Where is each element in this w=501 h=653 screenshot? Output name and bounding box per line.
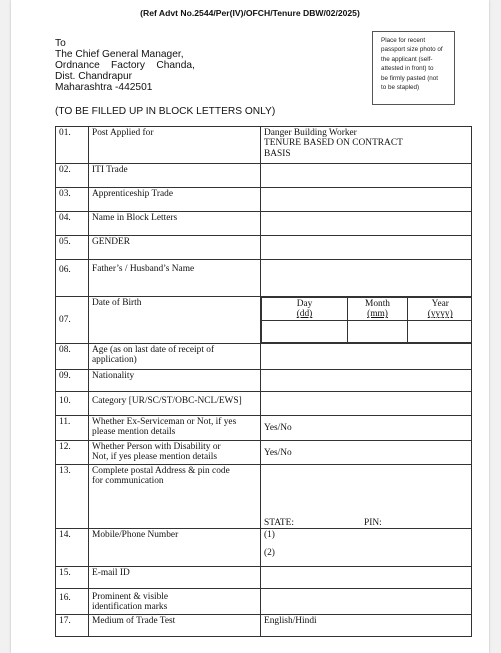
age-input[interactable]: [261, 344, 472, 370]
field-label: [89, 344, 261, 370]
dob-day-label: Day: [296, 299, 313, 309]
photo-instruction-line: passport size photo of: [381, 46, 443, 54]
label-line: Whether Person with Disability or: [92, 442, 221, 452]
label-line: Prominent & visible: [92, 592, 169, 602]
form-row-iti-trade: [56, 164, 472, 188]
form-row-post: [56, 127, 472, 164]
row-number: 13.: [56, 465, 89, 529]
photo-instruction-line: to be stapled): [381, 84, 420, 92]
label-line: Age (as on last date of receipt of: [92, 345, 215, 355]
post-value-line: Danger Building Worker: [264, 128, 357, 138]
state-pin-area: [264, 466, 468, 528]
row-number: 15.: [56, 567, 89, 589]
row-number: 07.: [56, 297, 89, 344]
photo-instruction-line: be firmly pasted (not: [381, 74, 439, 82]
identification-marks-input[interactable]: [261, 589, 472, 615]
row-number: 17.: [56, 615, 89, 637]
dob-month-format: (mm): [367, 309, 388, 320]
label-line: Complete postal Address & pin code: [92, 466, 230, 476]
field-label: [89, 589, 261, 615]
application-form-table: [55, 126, 472, 637]
field-label: E-mail ID: [89, 567, 261, 589]
recipient-address: [55, 38, 195, 93]
ex-serviceman-value[interactable]: Yes/No: [261, 416, 472, 441]
row-number: 08.: [56, 344, 89, 370]
form-row-dob: [56, 297, 472, 344]
dob-entry-row: [262, 321, 472, 343]
disability-value[interactable]: Yes/No: [261, 441, 472, 465]
field-label: [89, 416, 261, 441]
father-husband-name-input[interactable]: [261, 260, 472, 297]
label-line: identification marks: [92, 602, 168, 613]
dob-day-header: [262, 298, 348, 321]
dob-year-input[interactable]: [408, 321, 472, 343]
row-number: 16.: [56, 589, 89, 615]
field-label: Date of Birth: [89, 297, 261, 344]
dob-header-row: [262, 298, 472, 321]
pin-label: PIN:: [364, 517, 382, 528]
row-number: 14.: [56, 529, 89, 567]
row-number: 06.: [56, 260, 89, 297]
form-row-identification: [56, 589, 472, 615]
dob-month-header: [348, 298, 408, 321]
row-number: 04.: [56, 212, 89, 236]
form-row-father-husband: [56, 260, 472, 297]
field-label: Medium of Trade Test: [89, 615, 261, 637]
category-input[interactable]: [261, 392, 472, 416]
application-form-page: [11, 0, 489, 653]
mobile-input[interactable]: [261, 529, 472, 567]
dob-table: [261, 297, 472, 343]
nationality-input[interactable]: [261, 370, 472, 392]
form-row-age: [56, 344, 472, 370]
row-number: 03.: [56, 188, 89, 212]
row-number: 01.: [56, 127, 89, 164]
postal-address-input[interactable]: [261, 465, 472, 529]
dob-day-input[interactable]: [262, 321, 348, 343]
label-line: Whether Ex-Serviceman or Not, if yes: [92, 417, 237, 427]
advertisement-reference: (Ref Advt No.2544/Per(IV)/OFCH/Tenure DBW/02/2025): [140, 8, 360, 18]
form-row-ex-serviceman: [56, 416, 472, 441]
field-label: Category [UR/SC/ST/OBC-NCL/EWS]: [89, 392, 261, 416]
field-label: [89, 441, 261, 465]
dob-month-input[interactable]: [348, 321, 408, 343]
form-row-mobile: [56, 529, 472, 567]
trade-test-medium-value[interactable]: English/Hindi: [261, 615, 472, 637]
form-row-gender: [56, 236, 472, 260]
post-applied-value: [261, 127, 472, 164]
field-label: Nationality: [89, 370, 261, 392]
email-input[interactable]: [261, 567, 472, 589]
form-row-trade-test-medium: [56, 615, 472, 637]
form-row-category: [56, 392, 472, 416]
field-label: GENDER: [89, 236, 261, 260]
label-line: for communication: [92, 476, 164, 487]
row-number: 11.: [56, 416, 89, 441]
label-line: please mention details: [92, 427, 176, 438]
field-label: Apprenticeship Trade: [89, 188, 261, 212]
dob-year-label: Year: [431, 299, 449, 309]
iti-trade-input[interactable]: [261, 164, 472, 188]
photo-instruction-line: Place for recent: [381, 37, 426, 44]
dob-year-header: [408, 298, 472, 321]
address-line: To: [55, 38, 66, 49]
dob-grid: [261, 297, 472, 344]
field-label: [89, 465, 261, 529]
name-input[interactable]: [261, 212, 472, 236]
phone-2-label: (2): [264, 548, 275, 559]
field-label: Post Applied for: [89, 127, 261, 164]
address-line: The Chief General Manager,: [55, 49, 184, 60]
row-number: 10.: [56, 392, 89, 416]
row-number: 12.: [56, 441, 89, 465]
gender-input[interactable]: [261, 236, 472, 260]
field-label: Mobile/Phone Number: [89, 529, 261, 567]
photo-instruction-line: attested in front) to: [381, 65, 434, 73]
address-line: Dist. Chandrapur: [55, 71, 133, 82]
form-row-address: [56, 465, 472, 529]
photo-instruction-line: the applicant (self-: [381, 55, 433, 63]
post-value-line: TENURE BASED ON CONTRACT: [264, 138, 403, 149]
apprenticeship-trade-input[interactable]: [261, 188, 472, 212]
address-line: Maharashtra -442501: [55, 82, 153, 93]
form-row-apprenticeship: [56, 188, 472, 212]
row-number: 02.: [56, 164, 89, 188]
block-letters-instruction: (TO BE FILLED UP IN BLOCK LETTERS ONLY): [55, 106, 276, 117]
row-number: 05.: [56, 236, 89, 260]
state-label: STATE:: [264, 517, 294, 528]
form-row-disability: [56, 441, 472, 465]
field-label: ITI Trade: [89, 164, 261, 188]
dob-year-format: (yyyy): [427, 309, 453, 320]
address-line: Ordnance Factory Chanda,: [55, 60, 195, 71]
dob-month-label: Month: [364, 299, 390, 309]
field-label: Name in Block Letters: [89, 212, 261, 236]
phone-1-label: (1): [264, 530, 275, 540]
form-row-email: [56, 567, 472, 589]
photo-placeholder-box[interactable]: [372, 31, 455, 105]
dob-day-format: (dd): [296, 309, 313, 320]
label-line: application): [92, 355, 137, 366]
field-label: Father’s / Husband’s Name: [89, 260, 261, 297]
row-number: 09.: [56, 370, 89, 392]
form-row-name: [56, 212, 472, 236]
post-value-line: BASIS: [264, 148, 291, 159]
form-row-nationality: [56, 370, 472, 392]
label-line: Not, if yes please mention details: [92, 452, 217, 463]
